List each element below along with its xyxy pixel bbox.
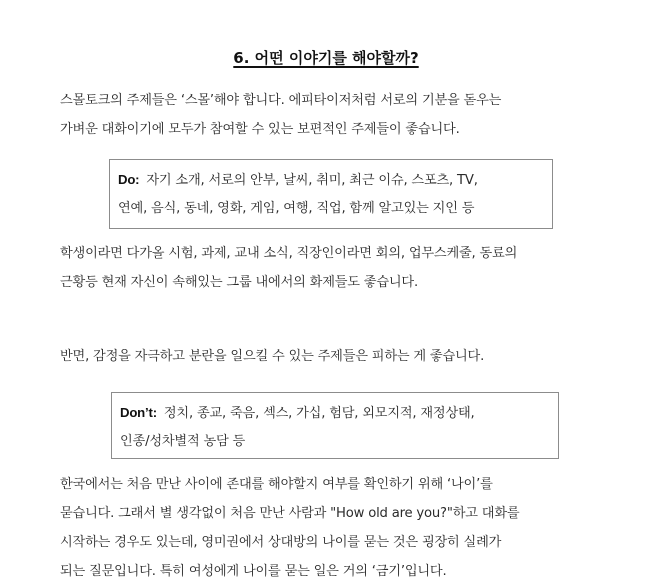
- do-items-1: 자기 소개, 서로의 안부, 날씨, 취미, 최근 이슈, 스포츠, TV,: [142, 173, 478, 188]
- intro-line-2: 가벼운 대화이기에 모두가 참여할 수 있는 보편적인 주제들이 좋습니다.: [60, 122, 460, 137]
- do-label: Do:: [118, 172, 140, 187]
- dont-label: Don’t:: [120, 405, 157, 420]
- intro-line-1: 스몰토크의 주제들은 ‘스몰’해야 합니다. 에피타이저처럼 서로의 기분을 돋우는: [60, 93, 502, 108]
- age-line-1: 한국에서는 처음 만난 사이에 존대를 해야할지 여부를 확인하기 위해 ‘나이’를: [60, 477, 493, 492]
- dont-items-1: 정치, 종교, 죽음, 섹스, 가십, 험담, 외모지적, 재정상태,: [159, 406, 475, 421]
- age-line-2: 묻습니다. 그래서 별 생각없이 처음 만난 사람과 "How old are you?"하고 대화를: [60, 506, 520, 521]
- dont-topics-box: [111, 392, 559, 459]
- group-topics-paragraph: [60, 239, 600, 297]
- dont-line-1: [120, 399, 550, 428]
- intro-paragraph: [60, 86, 600, 144]
- group-line-2: 근황등 현재 자신이 속해있는 그룹 내에서의 화제들도 좋습니다.: [60, 275, 418, 290]
- section-title-text: 6. 어떤 이야기를 해야할까?: [233, 49, 419, 67]
- age-paragraph: [60, 470, 600, 586]
- dont-line-2: 인종/성차별적 농담 등: [120, 434, 246, 449]
- age-line-3: 시작하는 경우도 있는데, 영미권에서 상대방의 나이를 묻는 것은 굉장히 실례가: [60, 535, 502, 550]
- group-line-1: 학생이라면 다가올 시험, 과제, 교내 소식, 직장인이라면 회의, 업무스케줄, 동료의: [60, 246, 518, 261]
- section-title: [0, 47, 652, 69]
- do-topics-box: [109, 159, 553, 229]
- avoid-paragraph: [60, 342, 600, 371]
- do-line-1: [118, 166, 544, 195]
- avoid-line-1: 반면, 감정을 자극하고 분란을 일으킬 수 있는 주제들은 피하는 게 좋습니다.: [60, 349, 485, 364]
- age-line-4: 되는 질문입니다. 특히 여성에게 나이를 묻는 일은 거의 ‘금기’입니다.: [60, 564, 447, 579]
- do-line-2: 연예, 음식, 동네, 영화, 게임, 여행, 직업, 함께 알고있는 지인 등: [118, 201, 475, 216]
